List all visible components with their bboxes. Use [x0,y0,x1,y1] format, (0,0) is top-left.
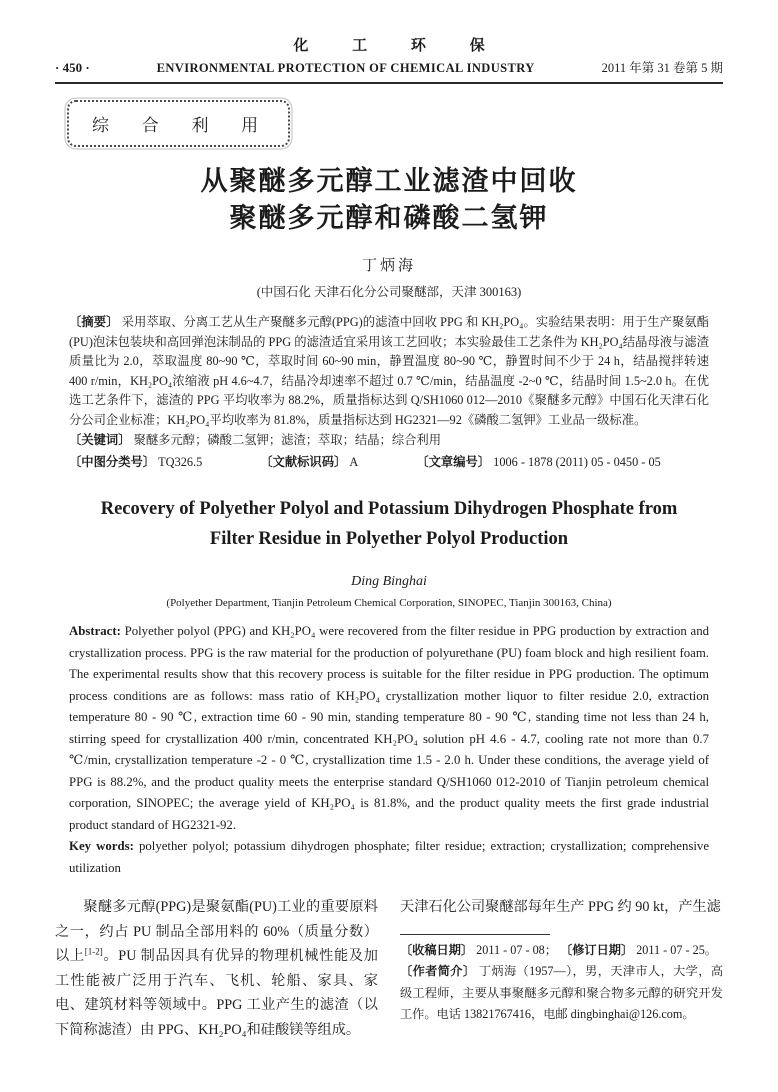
right-column [400,895,723,1042]
affiliation-cn: (中国石化 天津石化分公司聚醚部，天津 300163) [256,285,522,299]
keywords-en-text: polyether polyol; potassium dihydrogen phosphate; filter residue; extraction; crystallization; comprehensive utilization [69,839,709,875]
article-title-en-line1: Recovery of Polyether Polyol and Potassium Dihydrogen Phosphate from [100,499,678,519]
clc-label: 〔中图分类号〕 [69,454,156,469]
header-rule [55,82,723,84]
article-title-en [55,494,723,554]
header-row [55,58,723,76]
intro-paragraph-continued: 天津石化公司聚醚部每年生产 PPG 约 90 kt，产生滤 [400,899,721,915]
doc-code-label: 〔文献标识码〕 [260,454,347,469]
article-title-cn [55,163,723,237]
keywords-en-label: Key words: [69,839,134,853]
clc-item [69,453,202,473]
abstract-cn-text: 采用萃取、分离工艺从生产聚醚多元醇(PPG)的滤渣中回收 PPG 和 KH₂PO₄。实验结果表明：用于生产聚氨酯(PU)泡沫包装块和高回弹泡沫制品的 PPG 的滤渣适宜采用该工艺回收；本实验最佳工艺条件为 KH₂PO₄结晶母液与滤渣质量比为 2.0，萃取温度 80~90 ℃，萃取时间 60~90 min，静置温度 80~90 ℃，静置时间不少于 24 h，结晶搅拌转速 400 r/min，KH₂PO₄浓缩液 pH 4.6~4.7，结晶冷却速率不超过 0.7 ℃/min，结晶温度 -2~0 ℃，结晶时间 1.5~2.0 h。在优选工艺条件下，滤渣的 PPG 平均收率为 88.2%，质量指标达到 Q/SH1060 012—2010《聚醚多元醇》中国石化天津石化分公司企业标准；KH₂PO₄平均收率为 81.8%，质量指标达到 HG2321—92《磷酸二氢钾》工业品一级标准。 [69,315,709,427]
article-no-label: 〔文章编号〕 [416,454,491,469]
abstract-cn-label: 〔摘要〕 [69,315,119,329]
article-title-cn-line2: 聚醚多元醇和磷酸二氢钾 [229,203,549,233]
doc-code-item [260,453,358,473]
keywords-cn [69,431,709,451]
intro-text-1: 聚醚多元醇(PPG)是聚氨酯(PU)工业的重要原料之一，约占 PU 制品全部用料的 60%（质量分数）以上 [55,899,378,964]
abstract-en-text: Polyether polyol (PPG) and KH₂PO₄ were recovered from the filter residue in PPG production by extraction and crystallization process. PPG is the raw material for the production of polyurethane (PU) foam block and high resilient foam. The experimental results show that this recovery process is suitable for the filter residue in PPG production. The optimum process conditions are as follows: mass ratio of KH₂PO₄ crystallization mother liquor to filter residue 2.0, extraction temperature 80 - 90 ℃, extraction time 60 - 90 min, standing temperature 80 - 90 ℃, standing time not less than 24 h, stirring speed for crystallization 400 r/min, concentrated KH₂PO₄ solution pH 4.6 - 4.7, cooling rate not more than 0.7 ℃/min, crystallization temperature -2 - 0 ℃, crystallization time 1.5 - 2.0 h. Under these conditions, the average yield of PPG is 88.2%, and the product quality meets the enterprise standard Q/SH1060 012-2010 of Tianjin petroleum chemical corporation, SINOPEC; the average yield of KH₂PO₄ is 81.8%, and the product quality meets the first grade industrial product standard of HG2321-92. [69,624,709,832]
footnote-block [400,934,723,1026]
doc-code-value: A [349,454,359,469]
keywords-en [69,836,709,879]
intro-text-2: 。PU 制品因具有优异的物理机械性能及加工性能被广泛用于汽车、飞机、轮船、家具、家电、建筑材料等领域中。PPG 工业产生的滤渣（以下简称滤渣）由 PPG、KH₂PO₄和硅酸镁等组成。 [55,948,378,1038]
page-number: · 450 · [55,60,90,75]
page-header [55,34,723,84]
meta-line [69,453,709,473]
journal-title-cn: 化 工 环 保 [293,38,505,54]
article-no-value: 1006 - 1878 (2011) 05 - 0450 - 05 [493,454,661,469]
footnote-dates [400,940,723,962]
footnote-bio [400,961,723,1026]
affiliation-en: (Polyether Department, Tianjin Petroleum Chemical Corporation, SINOPEC, Tianjin 300163, China) [166,597,612,609]
clc-value: TQ326.5 [158,454,203,469]
left-column [55,895,378,1042]
abstract-en [69,621,709,836]
footnote-rule [400,934,550,935]
revised-date: 2011 - 07 - 25。 [636,942,717,957]
revised-date-label: 〔修订日期〕 [560,942,634,957]
journal-title-en: ENVIRONMENTAL PROTECTION OF CHEMICAL INDUSTRY [156,61,535,75]
author-cn: 丁炳海 [361,258,416,274]
article-title-cn-line1: 从聚醚多元醇工业滤渣中回收 [200,166,578,196]
section-badge: 综 合 利 用 [67,100,290,147]
keywords-cn-label: 〔关键词〕 [69,433,131,447]
article-title-en-line2: Filter Residue in Polyether Polyol Production [209,529,569,549]
author-bio-text: 丁炳海（1957—），男，天津市人，大学，高级工程师，主要从事聚醚多元醇和聚合物多元醇的研究开发工作。电话 13821767416，电邮 dingbinghai@126.com。 [400,964,724,1021]
body-columns [55,895,723,1042]
received-date-label: 〔收稿日期〕 [400,942,474,957]
abstract-en-label: Abstract: [69,624,121,638]
article-no-item [416,453,660,473]
citation-ref: [1-2] [84,946,103,957]
intro-paragraph [55,895,378,1042]
author-en: Ding Binghai [351,574,427,589]
abstract-cn [69,313,709,430]
author-bio-label: 〔作者简介〕 [400,964,476,978]
keywords-cn-text: 聚醚多元醇；磷酸二氢钾；滤渣；萃取；结晶；综合利用 [133,433,442,447]
issue-info: 2011 年第 31 卷第 5 期 [601,61,723,75]
received-date: 2011 - 07 - 08； [476,942,557,957]
